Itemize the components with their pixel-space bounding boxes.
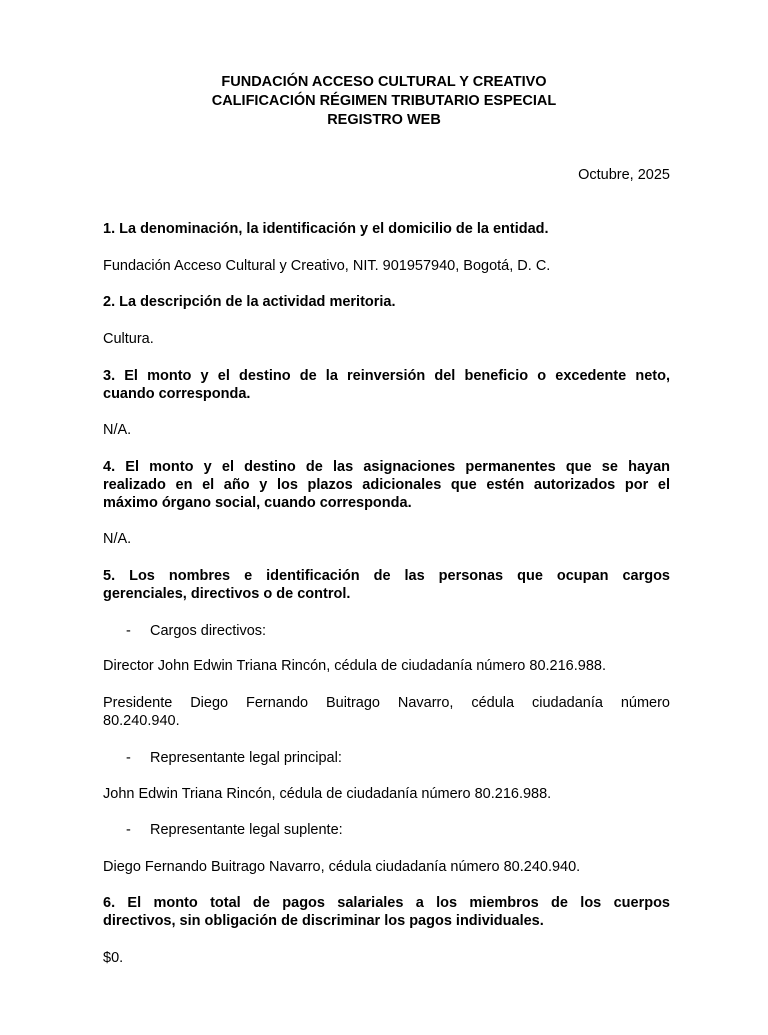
section-3-body: N/A.	[103, 422, 132, 438]
section-6-body: $0.	[103, 950, 124, 966]
bullet-dash: -	[126, 822, 131, 838]
title-line-3: REGISTRO WEB	[327, 112, 441, 128]
section-2-heading: 2. La descripción de la actividad meritoria.	[103, 294, 396, 310]
bullet-label: Representante legal principal:	[150, 750, 342, 766]
bullet-cargos-directivos	[126, 622, 266, 640]
bullet-dash: -	[126, 750, 131, 766]
president-line-1: Presidente Diego Fernando Buitrago Navarro, cédula ciudadanía número	[103, 695, 670, 711]
bullet-representante-principal	[126, 749, 342, 767]
document-title	[0, 73, 768, 130]
bullet-label: Cargos directivos:	[150, 623, 267, 639]
title-line-2: CALIFICACIÓN RÉGIMEN TRIBUTARIO ESPECIAL	[211, 93, 557, 109]
rep-principal-line: John Edwin Triana Rincón, cédula de ciudadanía número 80.216.988.	[103, 786, 552, 802]
section-4-heading-line-3: máximo órgano social, cuando corresponda.	[103, 495, 412, 511]
rep-suplente-line: Diego Fernando Buitrago Navarro, cédula ciudadanía número 80.240.940.	[103, 859, 581, 875]
title-line-1: FUNDACIÓN ACCESO CULTURAL Y CREATIVO	[221, 74, 547, 90]
section-3-heading-line-1: 3. El monto y el destino de la reinversión del beneficio o excedente neto,	[103, 368, 670, 384]
section-5-heading-line-2: gerenciales, directivos o de control.	[103, 586, 351, 602]
section-4-heading-line-1: 4. El monto y el destino de las asignaciones permanentes que se hayan	[103, 459, 670, 475]
document-date: Octubre, 2025	[578, 167, 670, 183]
president-line-2: 80.240.940.	[103, 713, 180, 729]
section-4-heading-line-2: realizado en el año y los plazos adicionales que estén autorizados por el	[103, 477, 670, 493]
section-1-body: Fundación Acceso Cultural y Creativo, NIT. 901957940, Bogotá, D. C.	[103, 258, 551, 274]
section-5-heading-line-1: 5. Los nombres e identificación de las personas que ocupan cargos	[103, 568, 670, 584]
section-6-heading-line-1: 6. El monto total de pagos salariales a los miembros de los cuerpos	[103, 895, 670, 911]
director-line: Director John Edwin Triana Rincón, cédula de ciudadanía número 80.216.988.	[103, 658, 606, 674]
section-2-body: Cultura.	[103, 331, 154, 347]
section-1-heading: 1. La denominación, la identificación y el domicilio de la entidad.	[103, 221, 549, 237]
section-4-body: N/A.	[103, 531, 132, 547]
bullet-dash: -	[126, 623, 131, 639]
bullet-representante-suplente	[126, 821, 343, 839]
section-3-heading-line-2: cuando corresponda.	[103, 386, 251, 402]
section-6-heading-line-2: directivos, sin obligación de discriminar los pagos individuales.	[103, 913, 544, 929]
bullet-label: Representante legal suplente:	[150, 822, 343, 838]
